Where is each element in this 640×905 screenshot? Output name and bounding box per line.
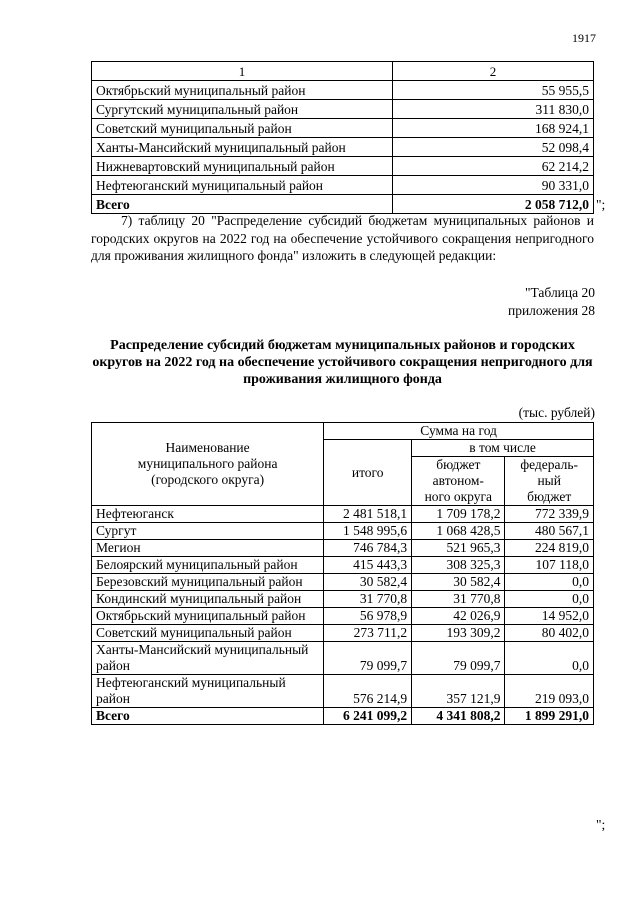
header-sum-for-year: Сумма на год — [324, 423, 594, 440]
table-caption — [440, 284, 595, 319]
grand-total-row — [92, 708, 594, 725]
header-name-column — [92, 423, 324, 506]
amount: 62 214,2 — [393, 157, 594, 176]
header-including: в том числе — [412, 440, 594, 457]
grand-total-value: 6 241 099,2 — [324, 708, 412, 725]
total-value: 746 784,3 — [324, 540, 412, 557]
district-name: Сургутский муниципальный район — [92, 100, 393, 119]
header-okrug-budget — [412, 457, 505, 506]
federal-budget-value: 224 819,0 — [505, 540, 594, 557]
federal-budget-value: 80 402,0 — [505, 625, 594, 642]
total-value: 56 978,9 — [324, 608, 412, 625]
table-row — [92, 608, 594, 625]
total-value: 79 099,7 — [324, 642, 412, 675]
federal-budget-value: 0,0 — [505, 642, 594, 675]
federal-budget-value: 107 118,0 — [505, 557, 594, 574]
amendment-paragraph: 7) таблицу 20 "Распределение субсидий бюджетам муниципальных районов и городских округов на 2022 год на обеспечение устойчивого сокращения непригодного для проживания жилищного фонда" изложить в следующей редакции: — [91, 213, 594, 263]
municipality-name: Нефтеюганск — [92, 506, 324, 523]
header-row-1 — [92, 423, 594, 440]
okrug-budget-value: 30 582,4 — [412, 574, 505, 591]
table-row — [92, 506, 594, 523]
subsidy-distribution-table — [91, 422, 594, 725]
header-name-line2: муниципального района — [137, 456, 278, 471]
okrug-budget-value: 79 099,7 — [412, 642, 505, 675]
amount: 90 331,0 — [393, 176, 594, 195]
total-value: 30 582,4 — [324, 574, 412, 591]
column-number-1: 1 — [92, 62, 393, 81]
header-okrug-budget-line3: ного округа — [424, 489, 493, 504]
table-row — [92, 625, 594, 642]
federal-budget-value: 14 952,0 — [505, 608, 594, 625]
total-value: 1 548 995,6 — [324, 523, 412, 540]
district-name: Нефтеюганский муниципальный район — [92, 176, 393, 195]
table-row — [92, 675, 594, 708]
table-row — [92, 557, 594, 574]
municipality-name: Кондинский муниципальный район — [92, 591, 324, 608]
district-name: Советский муниципальный район — [92, 119, 393, 138]
table-caption-line2: приложения 28 — [507, 302, 595, 318]
total-row — [92, 195, 594, 214]
total-value: 576 214,9 — [324, 675, 412, 708]
grand-total-label: Всего — [92, 708, 324, 725]
page-number: 1917 — [572, 31, 596, 45]
table-header-row — [92, 62, 594, 81]
district-name: Нижневартовский муниципальный район — [92, 157, 393, 176]
municipality-name: Березовский муниципальный район — [92, 574, 324, 591]
district-name: Ханты-Мансийский муниципальный район — [92, 138, 393, 157]
total-value: 273 711,2 — [324, 625, 412, 642]
table-row — [92, 119, 594, 138]
header-federal-budget — [505, 457, 594, 506]
okrug-budget-value: 1 068 428,5 — [412, 523, 505, 540]
total-amount: 2 058 712,0 — [393, 195, 594, 214]
table-row — [92, 574, 594, 591]
federal-budget-value: 480 567,1 — [505, 523, 594, 540]
header-name-line3: (городского округа) — [151, 472, 265, 487]
okrug-budget-value: 357 121,9 — [412, 675, 505, 708]
district-allocation-table-continued — [91, 61, 594, 214]
total-value: 31 770,8 — [324, 591, 412, 608]
okrug-budget-value: 1 709 178,2 — [412, 506, 505, 523]
table-row — [92, 157, 594, 176]
grand-total-federal-budget: 1 899 291,0 — [505, 708, 594, 725]
amount: 168 924,1 — [393, 119, 594, 138]
header-federal-budget-line1: федераль- — [520, 457, 579, 472]
table-row — [92, 642, 594, 675]
municipality-name: Октябрьский муниципальный район — [92, 608, 324, 625]
grand-total-okrug-budget: 4 341 808,2 — [412, 708, 505, 725]
federal-budget-value: 772 339,9 — [505, 506, 594, 523]
total-label: Всего — [92, 195, 393, 214]
municipality-name: Нефтеюганский муниципальный район — [92, 675, 324, 708]
municipality-name: Советский муниципальный район — [92, 625, 324, 642]
table-row — [92, 523, 594, 540]
closing-quote: "; — [596, 817, 606, 832]
amount: 311 830,0 — [393, 100, 594, 119]
header-federal-budget-line3: бюджет — [527, 489, 572, 504]
closing-quote: "; — [596, 197, 606, 212]
okrug-budget-value: 308 325,3 — [412, 557, 505, 574]
okrug-budget-value: 42 026,9 — [412, 608, 505, 625]
units-label: (тыс. рублей) — [518, 405, 595, 420]
header-okrug-budget-line1: бюджет — [436, 457, 481, 472]
federal-budget-value: 0,0 — [505, 574, 594, 591]
total-value: 2 481 518,1 — [324, 506, 412, 523]
table-row — [92, 591, 594, 608]
amount: 52 098,4 — [393, 138, 594, 157]
header-name-line1: Наименование — [165, 440, 250, 455]
header-federal-budget-line2: ный — [537, 473, 561, 488]
table-title: Распределение субсидий бюджетам муниципальных районов и городских округов на 2022 год на обеспечение устойчивого сокращения непригодного для проживания жилищного фонда — [92, 338, 593, 387]
federal-budget-value: 219 093,0 — [505, 675, 594, 708]
table-row — [92, 138, 594, 157]
amount: 55 955,5 — [393, 81, 594, 100]
municipality-name: Сургут — [92, 523, 324, 540]
table-row — [92, 81, 594, 100]
district-name: Октябрьский муниципальный район — [92, 81, 393, 100]
municipality-name: Ханты-Мансийский муниципальный район — [92, 642, 324, 675]
okrug-budget-value: 193 309,2 — [412, 625, 505, 642]
okrug-budget-value: 31 770,8 — [412, 591, 505, 608]
table-row — [92, 100, 594, 119]
header-okrug-budget-line2: автоном- — [432, 473, 484, 488]
column-number-2: 2 — [393, 62, 594, 81]
federal-budget-value: 0,0 — [505, 591, 594, 608]
table-row — [92, 540, 594, 557]
header-total: итого — [324, 440, 412, 506]
okrug-budget-value: 521 965,3 — [412, 540, 505, 557]
municipality-name: Мегион — [92, 540, 324, 557]
table-row — [92, 176, 594, 195]
municipality-name: Белоярский муниципальный район — [92, 557, 324, 574]
total-value: 415 443,3 — [324, 557, 412, 574]
table-caption-line1: "Таблица 20 — [525, 285, 595, 300]
